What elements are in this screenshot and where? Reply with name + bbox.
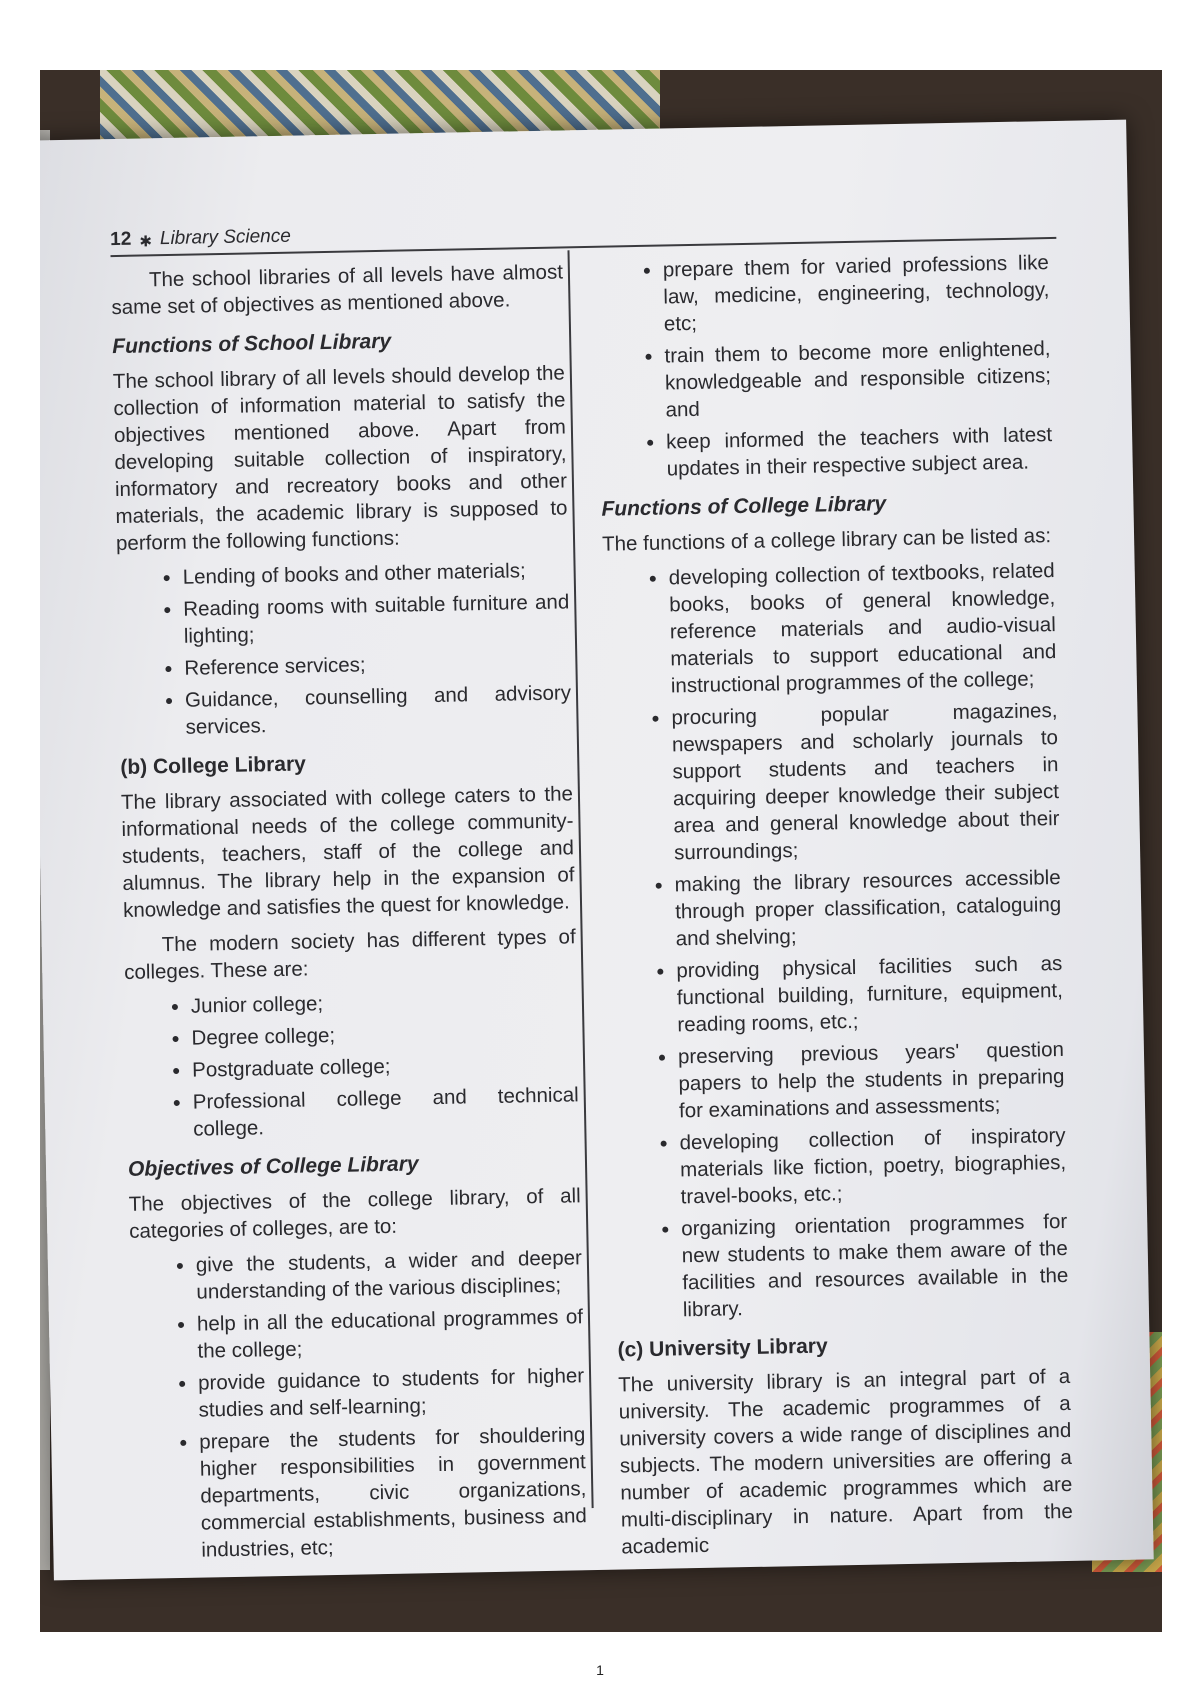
page-photo (40, 70, 1162, 1632)
list-item: • developing collection of textbooks, related books, books of general knowledge, reference materials and audio-visual materials to support educational and instructional programmes of the college; (669, 557, 1058, 699)
right-column (597, 249, 1074, 1568)
document-page-number: 1 (596, 1662, 604, 1678)
paragraph: The library associated with college caters to the informational needs of the college community- students, teachers, staff of the college and alumnus. The library help in the expansion of knowledge and satisfies the quest for knowledge. (120, 782, 575, 922)
list-item: • procuring popular magazines, newspapers and scholarly journals to support students and teachers in acquiring deeper knowledge their subject area and general knowledge about their surroundings; (671, 697, 1060, 866)
left-column (111, 258, 588, 1574)
paragraph: The modern society has different types of colleges. These are: (124, 925, 576, 984)
list-item: • Guidance, counselling and advisory services. (185, 679, 572, 740)
list-item: • prepare the students for shouldering higher responsibilities in government departments, civic organizations, commercial establishments, business and industries, etc; (199, 1421, 588, 1563)
paragraph: The school library of all levels should develop the collection of information material to satisfy the objectives mentioned above. Apart from developing suitable collection of inspiratory, informatory and recreatory books and other materials, the academic library is supposed to perform the following functions: (112, 361, 568, 556)
list-item: • provide guidance to students for higher studies and self-learning; (198, 1362, 585, 1423)
heading-college-library: (b) College Library (120, 752, 307, 779)
list-item: • preserving previous years' question papers to help the students in preparing for examinations and assessments; (678, 1036, 1065, 1124)
list-item: • organizing orientation programmes for new students to make them aware of the facilities and resources available in the library. (681, 1208, 1069, 1323)
list-item: • keep informed the teachers with latest updates in their respective subject area. (666, 421, 1053, 482)
book-page (40, 120, 1154, 1581)
heading-functions-college-library: Functions of College Library (601, 492, 887, 521)
school-functions-list (116, 556, 571, 742)
list-item: • Reading rooms with suitable furniture and lighting; (183, 588, 570, 649)
list-item: • Reference services; (184, 647, 570, 681)
list-item: • Lending of books and other materials; (182, 556, 568, 590)
list-item: • making the library resources accessible through proper classification, cataloguing and shelving; (674, 864, 1061, 952)
book-title: Library Science (159, 225, 292, 250)
paragraph: The objectives of the college library, of all categories of colleges, are to: (128, 1184, 581, 1243)
college-functions-list (603, 557, 1069, 1325)
list-item: • give the students, a wider and deeper understanding of the various disciplines; (196, 1244, 583, 1305)
list-item: • Postgraduate college; (192, 1049, 578, 1083)
star-icon: ✱ (139, 233, 153, 251)
heading-functions-school-library: Functions of School Library (112, 329, 392, 359)
paragraph: The university library is an integral part of a university. The academic programmes of a university covers a wide range of disciplines and subjects. The modern universities are offering a number of academic programmes which are multi-disciplinary in nature. Apart from the academic (618, 1364, 1074, 1559)
objectives-continued-list (597, 249, 1053, 484)
intro-paragraph: The school libraries of all levels have almost same set of objectives as mentioned above. (111, 260, 564, 320)
college-types-list (125, 985, 580, 1144)
list-item: • providing physical facilities such as functional building, furniture, equipment, reading rooms, etc.; (676, 950, 1063, 1038)
objectives-list (130, 1244, 588, 1565)
list-item: • prepare them for varied professions like law, medicine, engineering, technology, etc; (663, 249, 1050, 337)
page-number: 12 (109, 228, 132, 251)
list-item: • help in all the educational programmes of the college; (197, 1303, 584, 1364)
list-item: • Junior college; (191, 985, 577, 1019)
list-item: • developing collection of inspiratory materials like fiction, poetry, biographies, travel-books, etc.; (679, 1122, 1066, 1210)
running-header (110, 203, 1057, 257)
list-item: • train them to become more enlightened, knowledgeable and responsible citizens; and (664, 335, 1051, 423)
list-item: • Degree college; (191, 1017, 577, 1051)
heading-university-library: (c) University Library (617, 1334, 828, 1362)
list-item: • Professional college and technical college. (193, 1081, 580, 1142)
paragraph: The functions of a college library can be listed as: (601, 524, 1052, 556)
heading-objectives-college-library: Objectives of College Library (127, 1152, 419, 1181)
